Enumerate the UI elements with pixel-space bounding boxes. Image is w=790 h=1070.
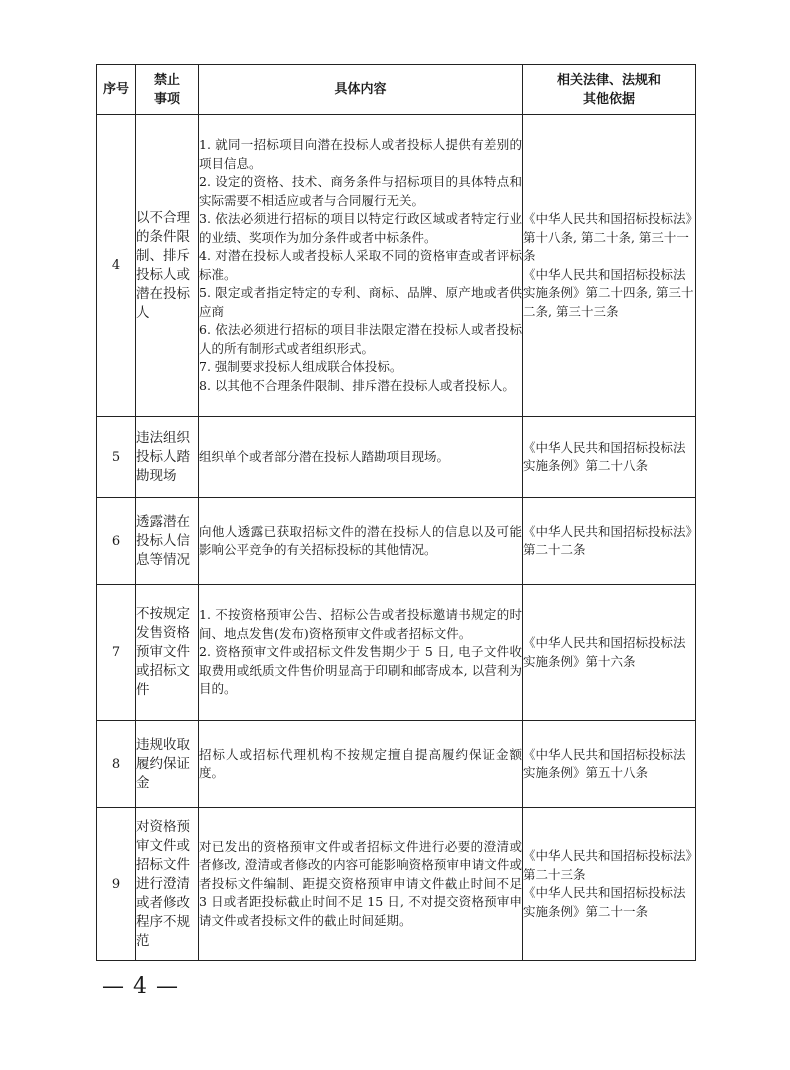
row-prohibited-item: 透露潜在投标人信息等情况 xyxy=(136,498,199,585)
header-seq: 序号 xyxy=(97,65,136,115)
row-content xyxy=(199,585,523,721)
row-content xyxy=(199,808,523,961)
row-content xyxy=(199,115,523,417)
content-clause: 6. 依法必须进行招标的项目非法限定潜在投标人或者投标人的所有制形式或者组织形式。 xyxy=(199,322,522,356)
row-seq: 4 xyxy=(97,115,136,417)
row-prohibited-item: 违法组织投标人踏勘现场 xyxy=(136,417,199,498)
header-content: 具体内容 xyxy=(199,65,523,115)
content-clause: 8. 以其他不合理条件限制、排斥潜在投标人或者投标人。 xyxy=(199,377,515,393)
row-prohibited-item: 不按规定发售资格预审文件或招标文件 xyxy=(136,585,199,721)
row-legal-basis xyxy=(523,498,696,585)
row-legal-basis xyxy=(523,808,696,961)
row-legal-basis xyxy=(523,417,696,498)
row-prohibited-item: 对资格预审文件或招标文件进行澄清或者修改程序不规范 xyxy=(136,808,199,961)
legal-citation: 《中华人民共和国招标投标法实施条例》第二十四条, 第三十二条, 第三十三条 xyxy=(523,266,694,319)
row-prohibited-item: 违规收取履约保证金 xyxy=(136,721,199,808)
content-clause: 向他人透露已获取招标文件的潜在投标人的信息以及可能影响公平竞争的有关招标投标的其他情况。 xyxy=(199,523,522,557)
table-row xyxy=(97,498,696,585)
legal-citation: 《中华人民共和国招标投标法实施条例》第五十八条 xyxy=(523,746,686,780)
table-row xyxy=(97,808,696,961)
legal-citation: 《中华人民共和国招标投标法》第二十三条 xyxy=(523,848,692,882)
legal-citation: 《中华人民共和国招标投标法实施条例》第二十八条 xyxy=(523,439,686,473)
table-row xyxy=(97,115,696,417)
row-seq: 7 xyxy=(97,585,136,721)
content-clause: 2. 设定的资格、技术、商务条件与招标项目的具体特点和实际需要不相适应或者与合同履行无关。 xyxy=(199,174,522,208)
row-content xyxy=(199,498,523,585)
row-seq: 5 xyxy=(97,417,136,498)
row-seq: 6 xyxy=(97,498,136,585)
legal-citation: 《中华人民共和国招标投标法》第二十二条 xyxy=(523,523,692,557)
header-item-line: 禁止 xyxy=(153,72,180,88)
content-clause: 2. 资格预审文件或招标文件发售期少于 5 日, 电子文件收取费用或纸质文件售价明显高于印刷和邮寄成本, 以营利为目的。 xyxy=(199,644,522,697)
content-clause: 3. 依法必须进行招标的项目以特定行政区域或者特定行业的业绩、奖项作为加分条件或者中标条件。 xyxy=(199,211,522,245)
content-clause: 4. 对潜在投标人或者投标人采取不同的资格审查或者评标标准。 xyxy=(199,248,522,282)
header-law xyxy=(523,65,696,115)
content-clause: 招标人或招标代理机构不按规定擅自提高履约保证金额度。 xyxy=(199,746,522,780)
page-number: — 4 — xyxy=(102,974,179,999)
header-item-line: 事项 xyxy=(153,91,180,107)
content-clause: 1. 就同一招标项目向潜在投标人或者投标人提供有差别的项目信息。 xyxy=(199,137,522,171)
content-clause: 1. 不按资格预审公告、招标公告或者投标邀请书规定的时间、地点发售(发布)资格预审文件或者招标文件。 xyxy=(199,607,522,641)
content-clause: 7. 强制要求投标人组成联合体投标。 xyxy=(199,359,403,374)
row-legal-basis xyxy=(523,115,696,417)
prohibited-items-table xyxy=(96,64,696,961)
row-legal-basis xyxy=(523,585,696,721)
row-legal-basis xyxy=(523,721,696,808)
table-row xyxy=(97,721,696,808)
row-seq: 8 xyxy=(97,721,136,808)
row-content xyxy=(199,417,523,498)
header-item xyxy=(136,65,199,115)
header-law-line: 其他依据 xyxy=(582,91,635,107)
content-clause: 对已发出的资格预审文件或者招标文件进行必要的澄清或者修改, 澄清或者修改的内容可能影响资格预审申请文件或者投标文件编制、距提交资格预审申请文件截止时间不足 3 日或者距投标截止时间不足 15 日, 不对提交资格预审申请文件或者投标文件的截止时间延期。 xyxy=(199,838,522,928)
legal-citation: 《中华人民共和国招标投标法实施条例》第十六条 xyxy=(523,635,686,669)
table-row xyxy=(97,585,696,721)
legal-citation: 《中华人民共和国招标投标法》第十八条, 第二十条, 第三十一条 xyxy=(523,211,692,263)
row-seq: 9 xyxy=(97,808,136,961)
row-content xyxy=(199,721,523,808)
content-clause: 组织单个或者部分潜在投标人踏勘项目现场。 xyxy=(199,448,450,464)
row-prohibited-item: 以不合理的条件限制、排斥投标人或潜在投标人 xyxy=(136,115,199,417)
content-clause: 5. 限定或者指定特定的专利、商标、品牌、原产地或者供应商 xyxy=(199,285,522,319)
header-law-line: 相关法律、法规和 xyxy=(556,72,661,88)
table-row xyxy=(97,417,696,498)
table-header-row xyxy=(97,65,696,115)
legal-citation: 《中华人民共和国招标投标法实施条例》第二十一条 xyxy=(523,885,686,919)
